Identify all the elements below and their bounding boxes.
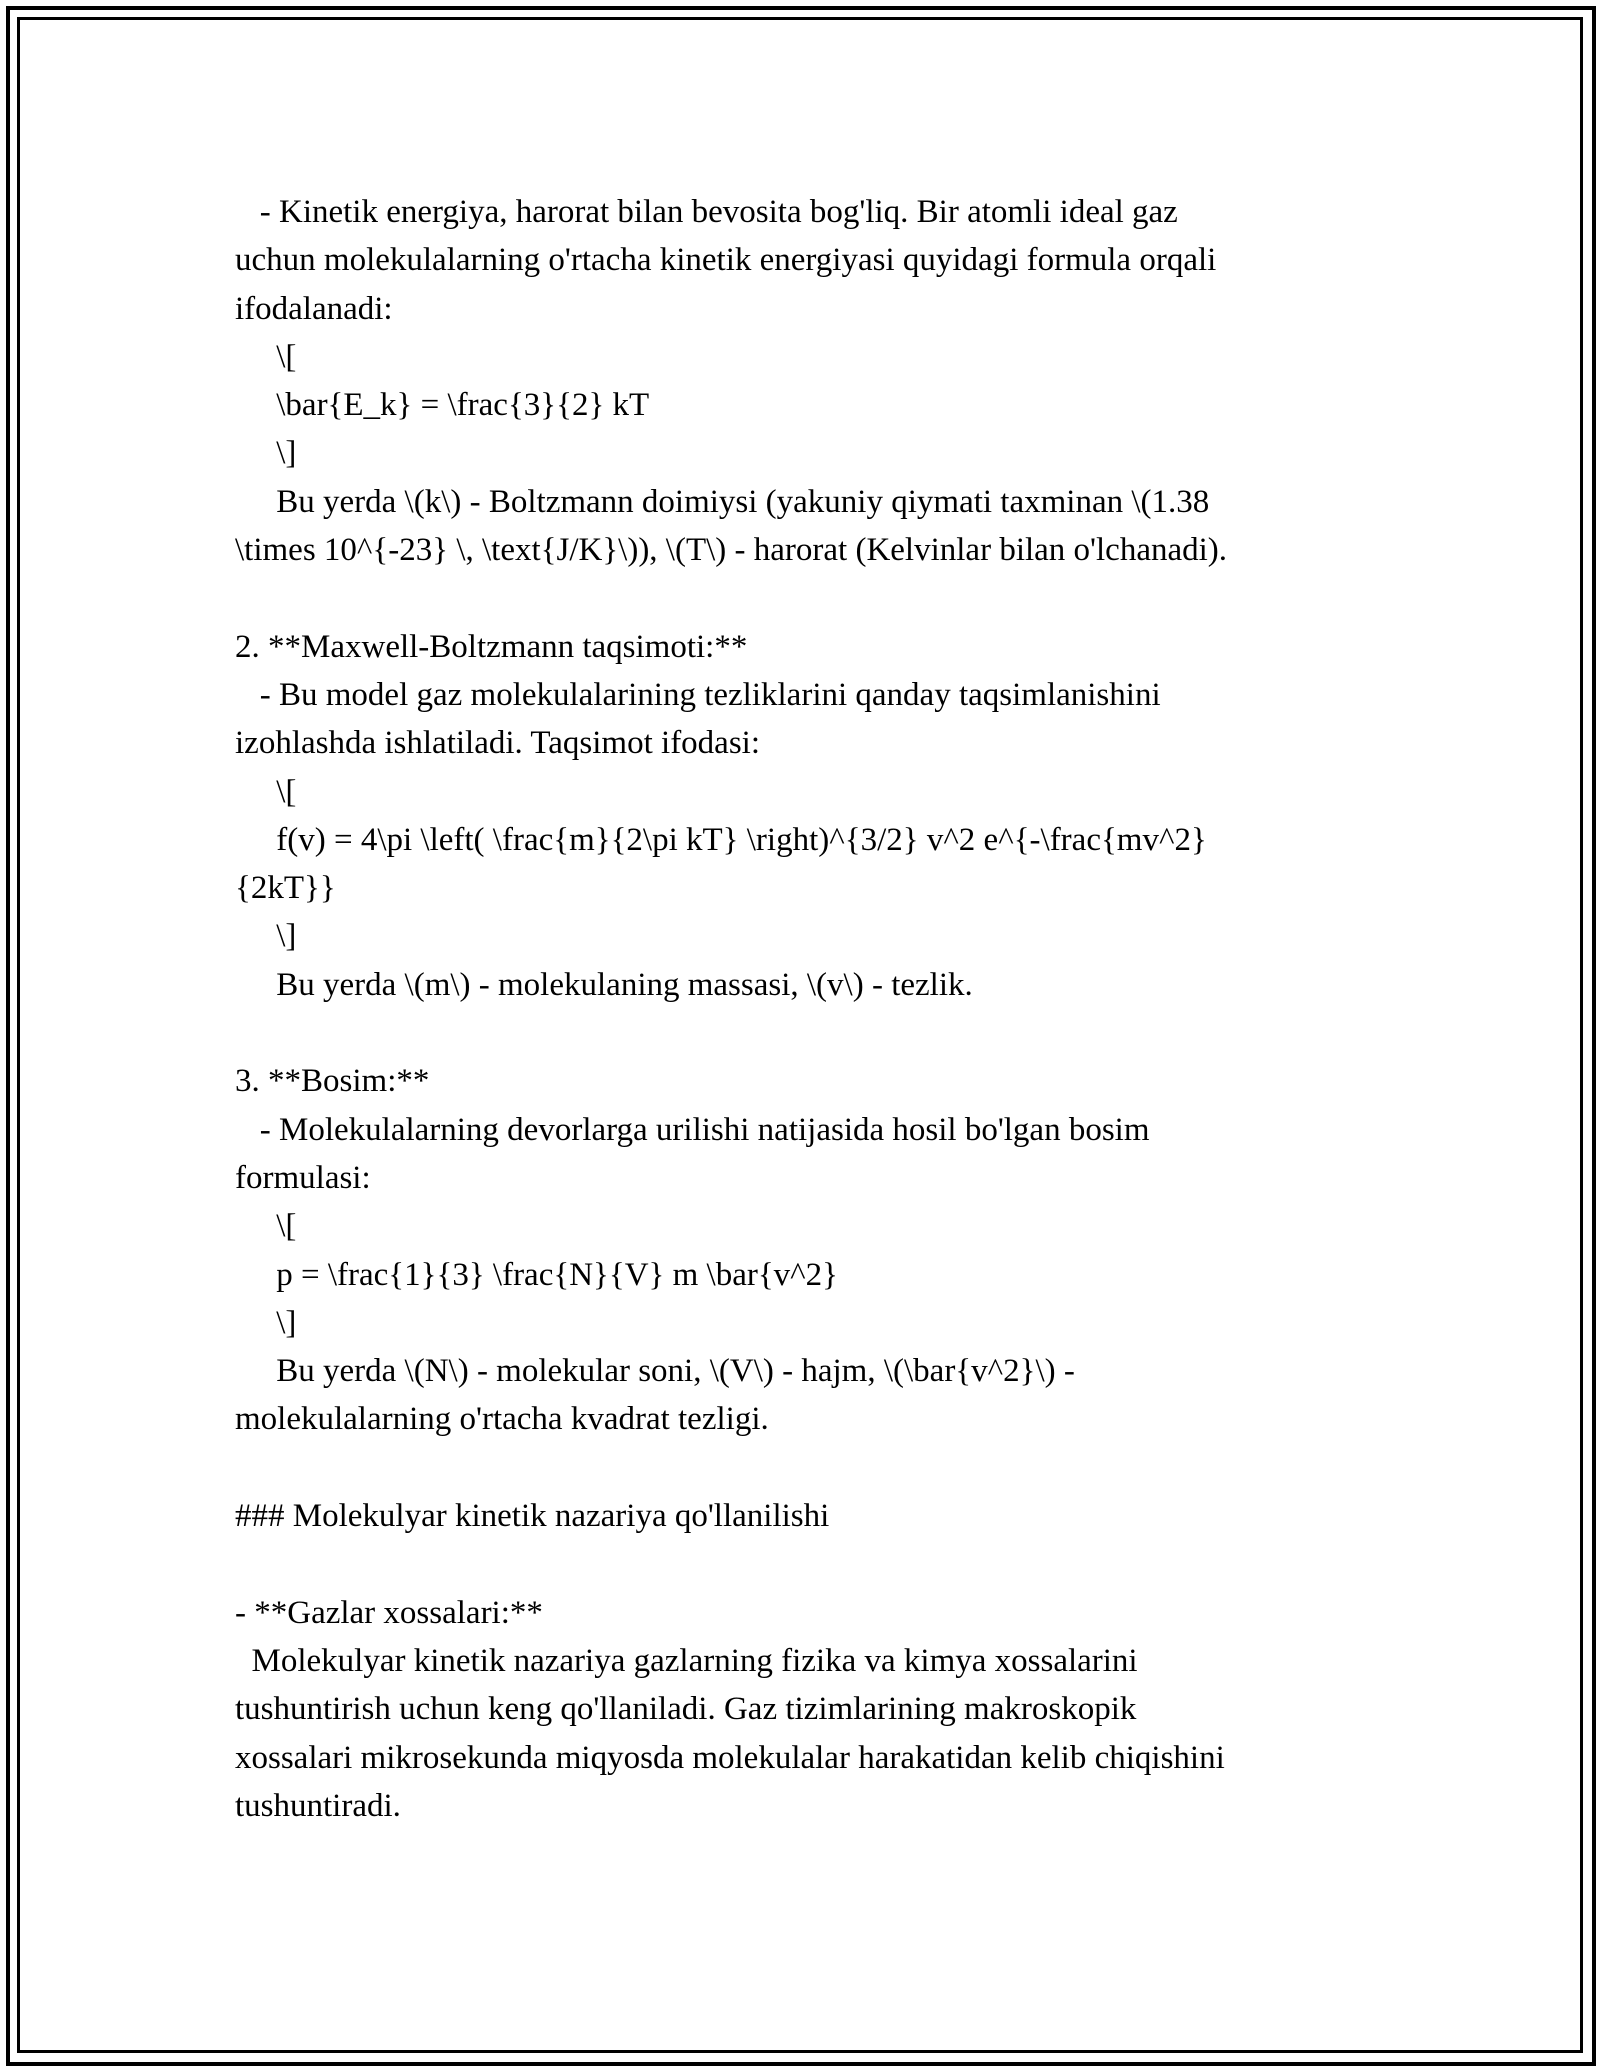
text-line: \] bbox=[235, 918, 297, 955]
text-line: Bu yerda \(m\) - molekulaning massasi, \(v\) - tezlik. bbox=[235, 966, 973, 1003]
text-line: - Molekulalarning devorlarga urilishi natijasida hosil bo'lgan bosim bbox=[235, 1111, 1150, 1148]
text-line: \bar{E_k} = \frac{3}{2} kT bbox=[235, 387, 650, 424]
blank-line bbox=[235, 1444, 1375, 1492]
text-line: p = \frac{1}{3} \frac{N}{V} m \bar{v^2} bbox=[235, 1256, 839, 1293]
text-line: \times 10^{-23} \, \text{J/K}\)), \(T\) - harorat (Kelvinlar bilan o'lchanadi). bbox=[235, 532, 1228, 569]
text-line: tushuntiradi. bbox=[235, 1787, 401, 1824]
text-line: formulasi: bbox=[235, 1159, 371, 1196]
text-line: 2. **Maxwell-Boltzmann taqsimoti:** bbox=[235, 628, 748, 665]
text-line: \[ bbox=[235, 773, 297, 810]
text-line: Molekulyar kinetik nazariya gazlarning fizika va kimya xossalarini bbox=[235, 1642, 1138, 1679]
text-line: f(v) = 4\pi \left( \frac{m}{2\pi kT} \right)^{3/2} v^2 e^{-\frac{mv^2} bbox=[235, 821, 1207, 858]
text-line: \] bbox=[235, 435, 297, 472]
text-line: izohlashda ishlatiladi. Taqsimot ifodasi: bbox=[235, 725, 761, 762]
document-body bbox=[235, 188, 1375, 1830]
text-line: tushuntirish uchun keng qo'llaniladi. Gaz tizimlarining makroskopik bbox=[235, 1691, 1137, 1728]
text-line: ### Molekulyar kinetik nazariya qo'llanilishi bbox=[235, 1498, 830, 1535]
blank-line bbox=[235, 1009, 1375, 1057]
text-line: 3. **Bosim:** bbox=[235, 1063, 430, 1100]
text-line: Bu yerda \(k\) - Boltzmann doimiysi (yakuniy qiymati taxminan \(1.38 bbox=[235, 483, 1210, 520]
blank-line bbox=[235, 1540, 1375, 1588]
text-line: \[ bbox=[235, 1208, 297, 1245]
text-line: molekulalarning o'rtacha kvadrat tezligi. bbox=[235, 1401, 769, 1438]
blank-line bbox=[235, 574, 1375, 622]
text-line: xossalari mikrosekunda miqyosda molekulalar harakatidan kelib chiqishini bbox=[235, 1739, 1225, 1776]
text-line: Bu yerda \(N\) - molekular soni, \(V\) - hajm, \(\bar{v^2}\) - bbox=[235, 1353, 1075, 1390]
text-line: - **Gazlar xossalari:** bbox=[235, 1594, 543, 1631]
text-line: \[ bbox=[235, 338, 297, 375]
text-line: - Bu model gaz molekulalarining tezliklarini qanday taqsimlanishini bbox=[235, 676, 1161, 713]
text-line: ifodalanadi: bbox=[235, 290, 393, 327]
text-line: - Kinetik energiya, harorat bilan bevosita bog'liq. Bir atomli ideal gaz bbox=[235, 194, 1178, 230]
text-line: \] bbox=[235, 1304, 297, 1341]
text-line: {2kT}} bbox=[235, 870, 336, 907]
text-line: uchun molekulalarning o'rtacha kinetik energiyasi quyidagi formula orqali bbox=[235, 242, 1217, 279]
